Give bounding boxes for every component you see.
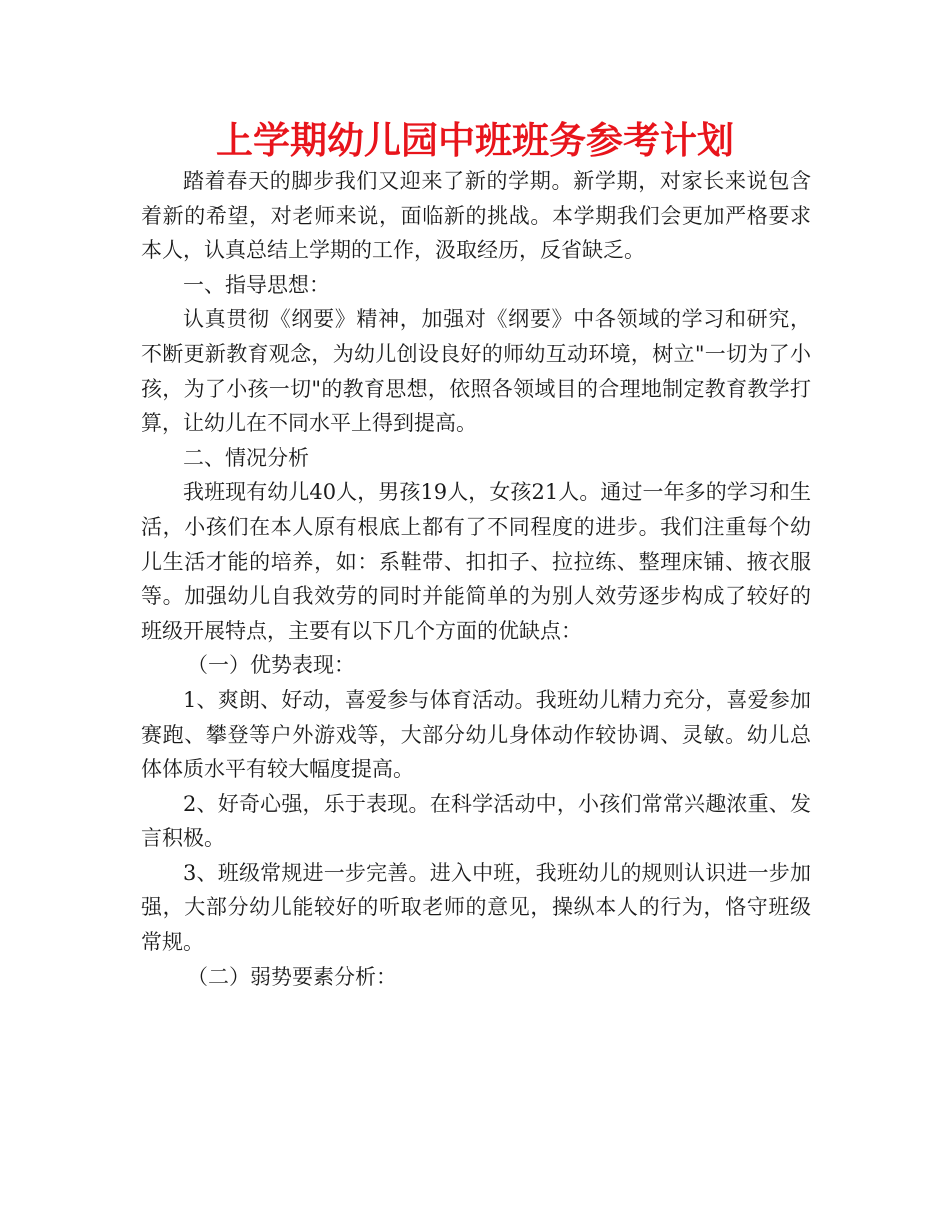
paragraph-strength-2: 2、好奇心强，乐于表现。在科学活动中，小孩们常常兴趣浓重、发言积极。 <box>141 791 811 851</box>
paragraph-guiding-thought: 认真贯彻《纲要》精神，加强对《纲要》中各领域的学习和研究，不断更新教育观念，为幼儿创设良好的师幼互动环境，树立"一切为了小孩，为了小孩一切"的教育思想，依照各领域目的合理地制定教育教学打算，让幼儿在不同水平上得到提高。 <box>141 307 811 436</box>
heading-strengths: （一）优势表现： <box>187 653 355 678</box>
heading-guiding-thought: 一、指导思想： <box>183 272 330 297</box>
document-title: 上学期幼儿园中班班务参考计划 <box>216 119 734 162</box>
paragraph-strength-1: 1、爽朗、好动，喜爱参与体育活动。我班幼儿精力充分，喜爱参加赛跑、攀登等户外游戏等，大部分幼儿身体动作较协调、灵敏。幼儿总体体质水平有较大幅度提高。 <box>141 687 811 782</box>
paragraph-intro: 踏着春天的脚步我们又迎来了新的学期。新学期，对家长来说包含着新的希望，对老师来说，面临新的挑战。本学期我们会更加严格要求本人，认真总结上学期的工作，汲取经历，反省缺乏。 <box>141 169 811 263</box>
heading-situation-analysis: 二、情况分析 <box>183 445 309 470</box>
document-body <box>141 164 811 994</box>
paragraph-situation-analysis: 我班现有幼儿40人，男孩19人，女孩21人。通过一年多的学习和生活，小孩们在本人原有根底上都有了不同程度的进步。我们注重每个幼儿生活才能的培养，如：系鞋带、扣扣子、拉拉练、整理床铺、掖衣服等。加强幼儿自我效劳的同时并能简单的为别人效劳逐步构成了较好的班级开展特点，主要有以下几个方面的优缺点： <box>141 480 811 643</box>
heading-weaknesses: （二）弱势要素分析： <box>187 964 397 989</box>
paragraph-strength-3: 3、班级常规进一步完善。进入中班，我班幼儿的规则认识进一步加强，大部分幼儿能较好的听取老师的意见，操纵本人的行为，恪守班级常规。 <box>141 860 811 955</box>
